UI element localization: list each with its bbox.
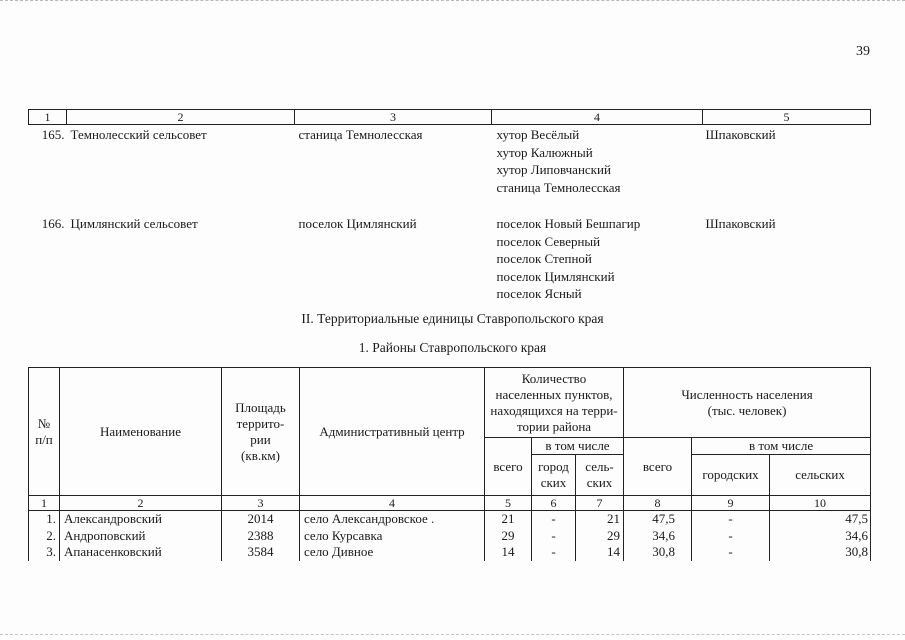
settlements-total: 21 [485,511,532,528]
header-pop-rural: сельских [770,455,871,496]
district-name: Александровский [60,511,222,528]
header-including: в том числе [692,438,871,455]
district-name: Апанасенковский [60,544,222,561]
admin-center: село Александровское . [300,511,485,528]
header-name: Наименование [60,368,222,496]
col-index: 9 [692,496,770,511]
settlement: станица Темнолесская [496,179,621,195]
settlement: поселок Цимлянский [496,268,615,284]
admin-center: станица Темнолесская [298,127,423,142]
header-rural: сель- ских [576,455,624,496]
settlement: поселок Новый Бешпагир [496,216,641,231]
area-value: 3584 [222,544,300,561]
header-settlement-count: Количество населенных пунктов, находящихся на терри- тории района [485,368,624,438]
header-population: Численность населения (тыс. человек) [624,368,871,438]
settlements-total: 14 [485,544,532,561]
col-index: 6 [532,496,576,511]
settlement-list [492,214,703,303]
settlement-list [492,125,703,197]
population-total: 47,5 [624,511,692,528]
table-row [29,214,871,303]
header-row [29,368,871,438]
population-total: 34,6 [624,528,692,545]
population-rural: 30,8 [770,544,871,561]
population-urban: - [692,511,770,528]
col-index: 10 [770,496,871,511]
settlements-rural: 21 [576,511,624,528]
table-row [29,511,871,528]
council-name: Цимлянский сельсовет [70,216,198,231]
table-row [29,544,871,561]
header-including: в том числе [532,438,624,455]
row-number: 1. [29,511,60,528]
row-number: 2. [29,528,60,545]
header-num: № п/п [29,368,60,496]
district-name: Шпаковский [705,127,776,142]
settlement: поселок Ясный [496,286,582,301]
header-total: всего [485,438,532,496]
settlement: поселок Северный [496,233,601,249]
col-header: 5 [703,110,871,125]
settlements-rural: 14 [576,544,624,561]
settlement: хутор Калюжный [496,144,593,160]
col-index: 2 [60,496,222,511]
districts-table [28,367,871,561]
col-index: 1 [29,496,60,511]
col-index: 4 [300,496,485,511]
settlement: хутор Липовчанский [496,162,611,177]
col-header: 2 [67,110,295,125]
settlement: поселок Степной [496,251,592,266]
continuation-header-row [29,110,871,125]
district-name: Шпаковский [705,216,776,231]
population-urban: - [692,544,770,561]
header-pop-total: всего [624,438,692,496]
population-total: 30,8 [624,544,692,561]
row-number: 3. [29,544,60,561]
admin-center: село Курсавка [300,528,485,545]
settlements-urban: - [532,544,576,561]
district-name: Андроповский [60,528,222,545]
header-area: Площадь террито- рии (кв.км) [222,368,300,496]
header-center: Административный центр [300,368,485,496]
settlement: хутор Весёлый [496,127,580,142]
header-pop-urban: городских [692,455,770,496]
scan-artifact-bottom [0,634,905,636]
admin-center: село Дивное [300,544,485,561]
header-urban: город ских [532,455,576,496]
row-number: 165. [41,127,65,142]
settlements-urban: - [532,528,576,545]
section-title: II. Территориальные единицы Ставропольского края [301,311,604,326]
row-number: 166. [41,216,65,231]
area-value: 2388 [222,528,300,545]
council-name: Темнолесский сельсовет [70,127,207,142]
scan-artifact-top [0,0,905,6]
settlements-urban: - [532,511,576,528]
col-header: 3 [295,110,492,125]
col-index: 5 [485,496,532,511]
col-header: 4 [492,110,703,125]
table-row [29,528,871,545]
col-index: 3 [222,496,300,511]
col-index: 8 [624,496,692,511]
area-value: 2014 [222,511,300,528]
continuation-table [28,109,871,303]
population-urban: - [692,528,770,545]
subsection-title: 1. Районы Ставропольского края [358,340,547,355]
settlements-rural: 29 [576,528,624,545]
settlements-total: 29 [485,528,532,545]
col-index: 7 [576,496,624,511]
admin-center: поселок Цимлянский [298,216,417,231]
population-rural: 34,6 [770,528,871,545]
table-row [29,125,871,197]
page-number: 39 [856,44,870,59]
column-index-row [29,496,871,511]
population-rural: 47,5 [770,511,871,528]
col-header: 1 [29,110,67,125]
